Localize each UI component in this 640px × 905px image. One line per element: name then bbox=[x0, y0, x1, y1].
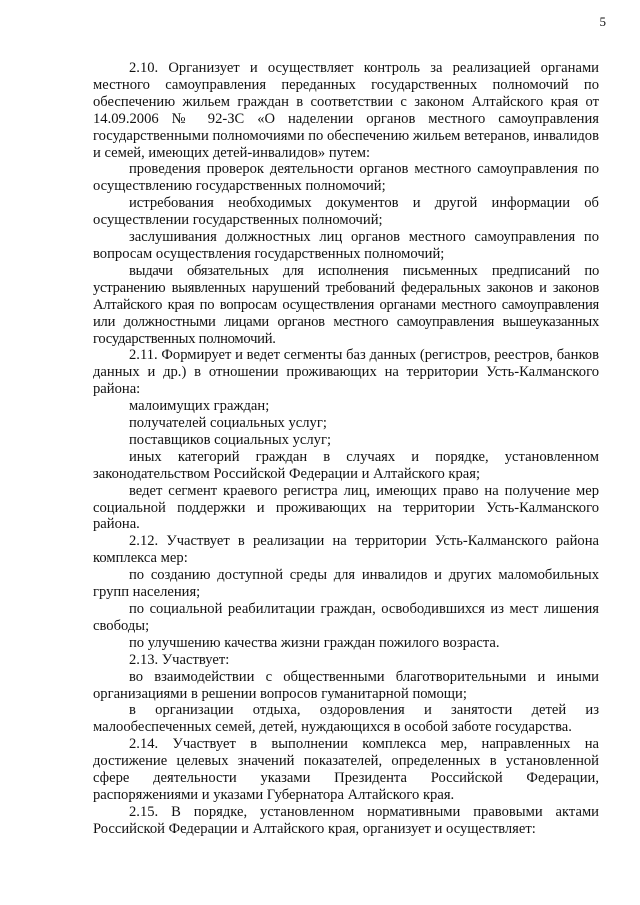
paragraph-2-13: 2.13. Участвует: bbox=[129, 651, 230, 668]
paragraph-2-15: 2.15. В порядке, установленном нормативными правовыми актами Российской Федерации и Алтайского края, организует и осуществляет: bbox=[93, 803, 599, 837]
list-item-children-recreation: в организации отдыха, оздоровления и занятости детей из малообеспеченных семей, детей, нуждающихся в особой заботе государства. bbox=[93, 702, 599, 736]
list-item-service-providers: поставщиков социальных услуг; bbox=[129, 431, 331, 448]
list-item-social-rehabilitation: по социальной реабилитации граждан, освободившихся из мест лишения свободы; bbox=[93, 601, 599, 634]
list-item-low-income: малоимущих граждан; bbox=[129, 398, 270, 415]
page-number: 5 bbox=[599, 14, 606, 29]
list-item-charity-cooperation: во взаимодействии с общественными благотворительными и иными организациями в решении вопросов гуманитарной помощи; bbox=[93, 668, 599, 702]
list-item-other-categories: иных категорий граждан в случаях и порядке, установленном законодательством Российской Федерации и Алтайского края; bbox=[93, 448, 599, 482]
paragraph-2-14: 2.14. Участвует в выполнении комплекса мер, направленных на достижение целевых значений показателей, определенных в установленной сфере деятельности указами Президента Российской Федерации, распоряжениями и указами Губернатора Алтайского края. bbox=[93, 736, 599, 803]
paragraph-2-10: 2.10. Организует и осуществляет контроль за реализацией органами местного самоуправления переданных государственных полномочий по обеспечению жильем граждан в соответствии с законом Алтайского края от 14.09.2006 № 92-ЗС «О наделении органов местного самоуправления государственными полномочиями по обеспечению жильем ветеранов, инвалидов и семей, имеющих детей-инвалидов» путем: bbox=[93, 60, 599, 161]
list-item-document-requests: истребования необходимых документов и другой информации об осуществлении государственных полномочий; bbox=[93, 195, 599, 229]
list-item-prescriptions: выдачи обязательных для исполнения письменных предписаний по устранению выявленных нарушений требований федеральных законов и законов Алтайского края по вопросам осуществления органами местного самоуправления или должностными лицами органов местного самоуправления вышеуказанных государственных полномочий. bbox=[93, 262, 599, 347]
document-body bbox=[93, 60, 599, 838]
list-item-elderly-quality: по улучшению качества жизни граждан пожилого возраста. bbox=[129, 634, 500, 651]
list-item-accessible-environment: по созданию доступной среды для инвалидов и других маломобильных групп населения; bbox=[93, 567, 599, 601]
list-item-hearings: заслушивания должностных лиц органов местного самоуправления по вопросам осуществления государственных полномочий; bbox=[93, 229, 599, 262]
list-item-service-recipients: получателей социальных услуг; bbox=[129, 415, 327, 432]
list-item-regional-register: ведет сегмент краевого регистра лиц, имеющих право на получение мер социальной поддержки и проживающих на территории Усть-Калманского района. bbox=[93, 482, 599, 533]
paragraph-2-12: 2.12. Участвует в реализации на территории Усть-Калманского района комплекса мер: bbox=[93, 533, 599, 567]
list-item-inspections: проведения проверок деятельности органов местного самоуправления по осуществлению государственных полномочий; bbox=[93, 161, 599, 195]
paragraph-2-11: 2.11. Формирует и ведет сегменты баз данных (регистров, реестров, банков данных и др.) в отношении проживающих на территории Усть-Калманского района: bbox=[93, 347, 599, 398]
